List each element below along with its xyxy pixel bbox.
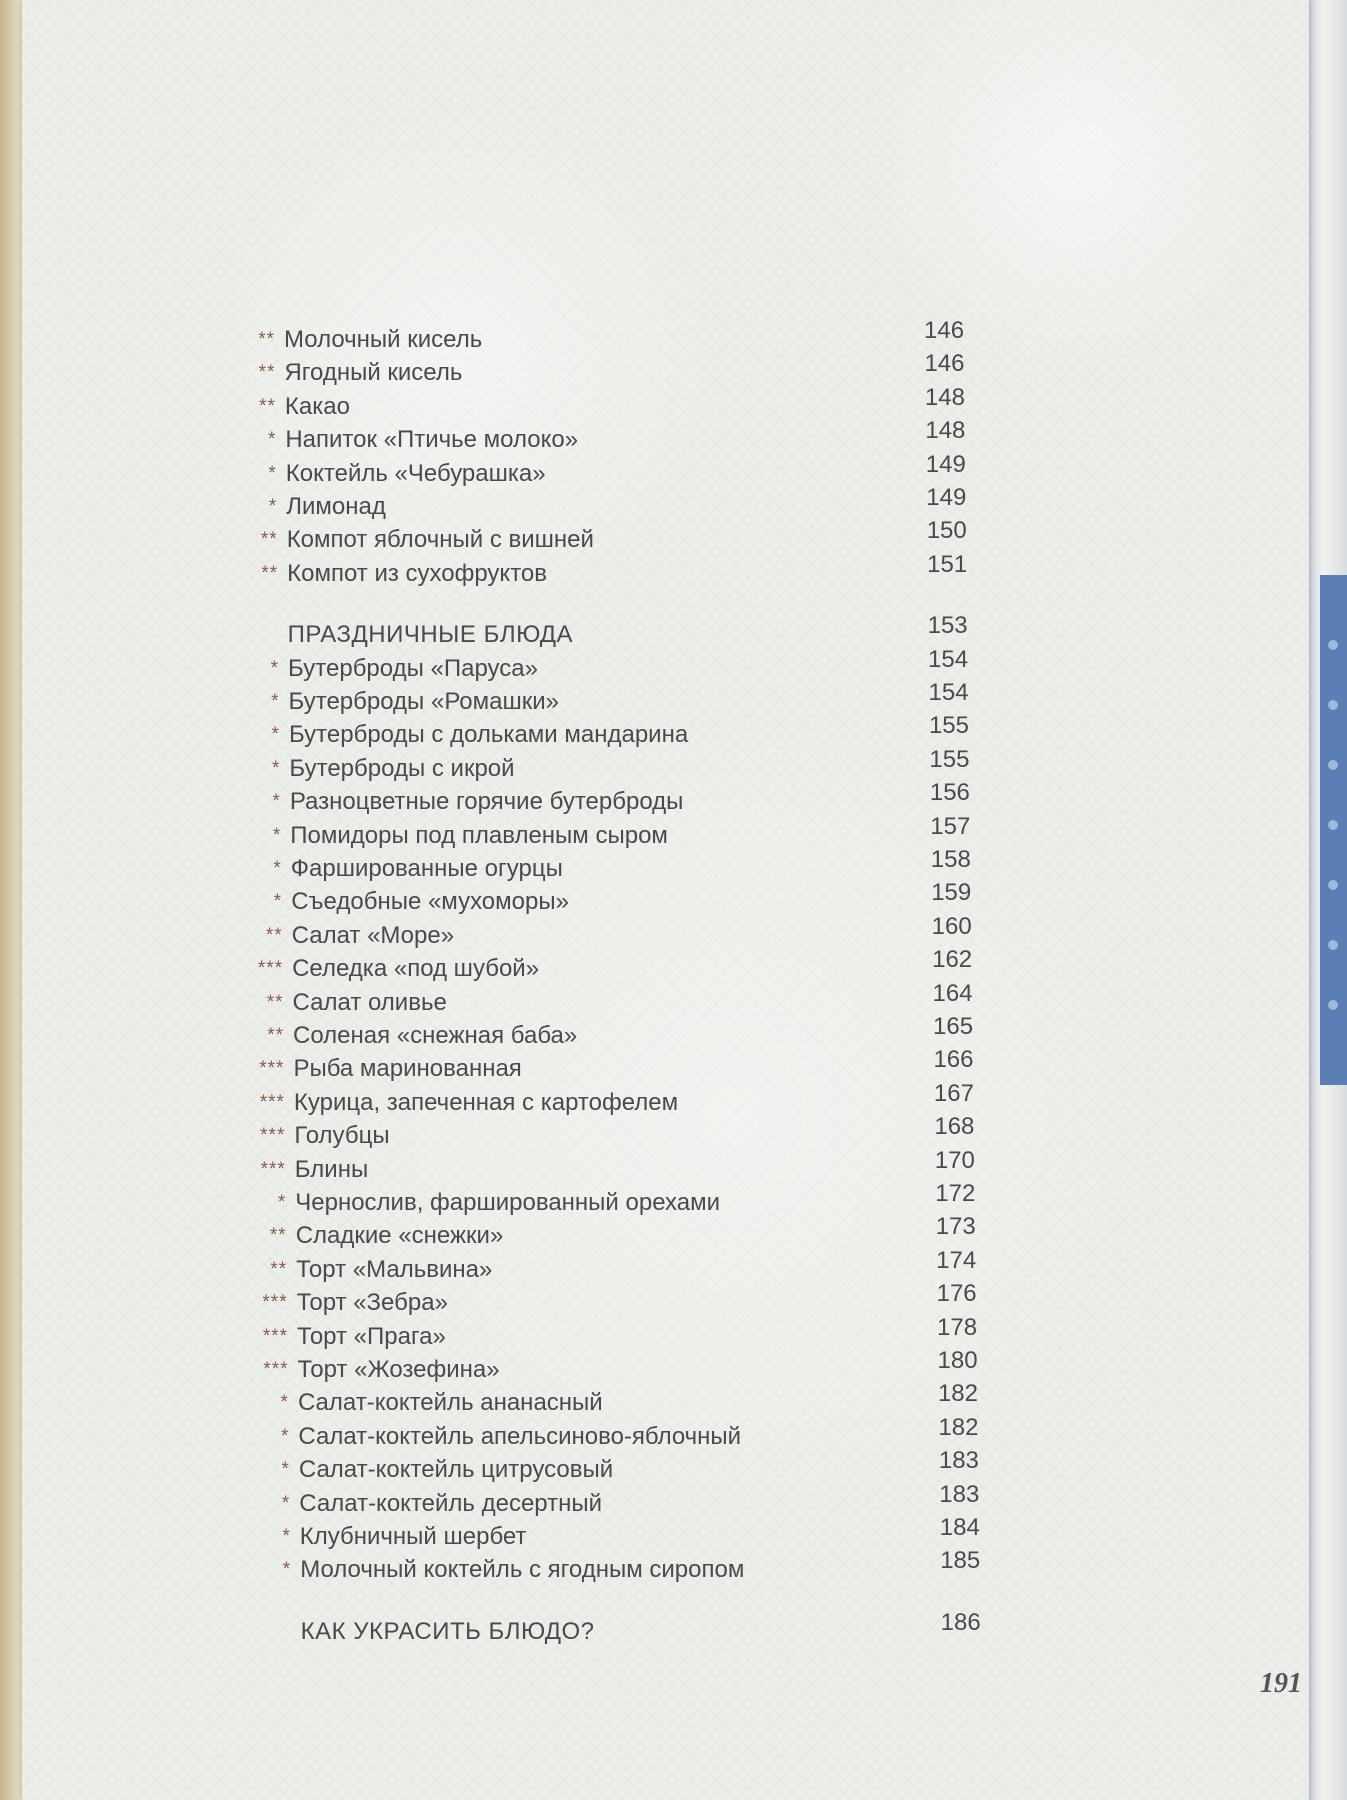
difficulty-stars: *** [263, 1359, 289, 1380]
difficulty-stars: ** [269, 1225, 287, 1247]
toc-page-number: 180 [937, 1347, 978, 1374]
toc-entry[interactable] [22, 779, 1309, 817]
toc-entry[interactable] [22, 1380, 1309, 1418]
toc-entry[interactable] [22, 1146, 1309, 1185]
toc-page-number: 150 [926, 517, 967, 545]
toc-entry-title: Салат-коктейль ананасный [297, 1389, 603, 1417]
toc-entry[interactable] [22, 1113, 1309, 1151]
toc-page-number: 173 [935, 1213, 976, 1241]
toc-entry[interactable] [22, 1347, 1309, 1385]
toc-entry-title: КАК УКРАСИТЬ БЛЮДО? [300, 1617, 595, 1645]
toc-page-number: 158 [930, 846, 971, 873]
toc-entry[interactable] [22, 1213, 1309, 1251]
edge-dot [1328, 940, 1338, 950]
toc-section-heading[interactable] [22, 612, 1309, 650]
difficulty-stars: * [271, 757, 281, 779]
toc-page-number: 183 [939, 1480, 980, 1508]
toc-entry[interactable] [22, 517, 1309, 555]
toc-entry-title: Бутерброды «Паруса» [288, 654, 538, 682]
toc-page-number: 146 [924, 350, 965, 378]
difficulty-stars: * [267, 429, 277, 451]
difficulty-stars: *** [260, 1125, 286, 1147]
difficulty-stars: * [271, 691, 280, 712]
toc-entry[interactable] [22, 879, 1309, 917]
toc-entry[interactable] [22, 484, 1309, 522]
toc-page-number: 165 [933, 1013, 974, 1040]
toc-entry-title: Блины [294, 1155, 369, 1183]
difficulty-stars: * [280, 1425, 290, 1447]
toc-entry[interactable] [22, 745, 1309, 784]
toc-entry-title: Какао [284, 392, 350, 420]
toc-entry-title: Молочный коктейль с ягодным сиропом [300, 1556, 745, 1584]
toc-entry[interactable] [22, 550, 1309, 589]
toc-entry[interactable] [22, 979, 1309, 1018]
edge-dot [1328, 700, 1338, 710]
toc-page-number: 174 [936, 1246, 977, 1274]
toc-entry-title: Салат-коктейль цитрусовый [298, 1456, 614, 1484]
toc-page-number: 162 [932, 946, 973, 974]
toc-page-number: 155 [929, 745, 970, 773]
toc-entry[interactable] [22, 383, 1309, 422]
toc-page-number: 154 [928, 645, 969, 673]
difficulty-stars: * [277, 1192, 287, 1213]
toc-page-number: 164 [932, 979, 973, 1007]
difficulty-stars: *** [260, 1158, 286, 1180]
toc-section-heading[interactable] [22, 1608, 1309, 1647]
difficulty-stars: * [271, 724, 280, 746]
difficulty-stars: ** [260, 529, 278, 551]
toc-entry[interactable] [22, 1514, 1309, 1552]
toc-page-number: 185 [940, 1547, 981, 1575]
edge-dot [1328, 640, 1338, 650]
toc-entry-title: Салат «Море» [291, 921, 455, 949]
toc-page-number: 176 [936, 1280, 977, 1308]
toc-entry-title: Напиток «Птичье молоко» [285, 426, 579, 454]
toc-entry-title: ПРАЗДНИЧНЫЕ БЛЮДА [287, 621, 574, 649]
toc-entry[interactable] [22, 1046, 1309, 1084]
toc-entry[interactable] [22, 450, 1309, 489]
difficulty-stars: ** [265, 924, 283, 946]
toc-page-number: 156 [929, 779, 970, 807]
difficulty-stars: * [282, 1526, 291, 1547]
toc-page-number: 168 [934, 1113, 975, 1141]
toc-entry[interactable] [22, 417, 1309, 455]
difficulty-stars: *** [262, 1292, 288, 1314]
toc-entry-title: Торт «Прага» [297, 1322, 446, 1350]
toc-page-number: 178 [937, 1313, 978, 1341]
toc-entry[interactable] [22, 712, 1309, 750]
toc-entry-title: Торт «Жозефина» [297, 1356, 500, 1383]
difficulty-stars: ** [258, 329, 275, 350]
difficulty-stars: * [282, 1559, 292, 1581]
difficulty-stars: * [272, 791, 281, 813]
toc-entry-title: Бутерброды с дольками мандарина [288, 721, 689, 749]
difficulty-stars: ** [258, 362, 276, 384]
toc-page-number: 184 [939, 1514, 980, 1541]
toc-entry-title: Компот из сухофруктов [287, 559, 548, 587]
difficulty-stars: * [281, 1492, 291, 1514]
difficulty-stars: ** [261, 562, 279, 584]
edge-dot [1328, 880, 1338, 890]
toc-entry-title: Бутерброды с икрой [289, 754, 515, 782]
toc-entry-title: Фаршированные огурцы [290, 855, 563, 882]
page-number: 191 [1260, 1668, 1302, 1699]
toc-page-number: 149 [926, 484, 967, 511]
toc-entry-title: Курица, запеченная с картофелем [293, 1088, 679, 1116]
toc-page-number: 148 [925, 417, 966, 445]
toc-entry[interactable] [22, 645, 1309, 684]
toc-page-number: 186 [940, 1608, 981, 1636]
difficulty-stars: ** [266, 991, 284, 1013]
toc-page-number: 155 [928, 712, 969, 740]
toc-entry-title: Голубцы [294, 1122, 390, 1150]
difficulty-stars: * [281, 1459, 290, 1481]
edge-dot [1328, 820, 1338, 830]
toc-entry-title: Клубничный шербет [299, 1523, 527, 1550]
book-page [22, 0, 1309, 1800]
toc-page-number: 149 [925, 450, 966, 478]
toc-entry[interactable] [22, 1013, 1309, 1051]
difficulty-stars: * [273, 858, 282, 879]
toc-page-number: 167 [933, 1079, 974, 1107]
toc-page-number: 170 [934, 1146, 975, 1174]
difficulty-stars: * [273, 891, 283, 913]
toc-page-number: 172 [935, 1180, 976, 1207]
toc-entry[interactable] [22, 1547, 1309, 1585]
toc-entry-title: Ягодный кисель [284, 359, 463, 387]
toc-entry-title: Коктейль «Чебурашка» [285, 459, 546, 487]
toc-entry[interactable] [22, 1480, 1309, 1519]
toc-entry-title: Молочный кисель [284, 326, 483, 353]
toc-entry-title: Селедка «под шубой» [292, 955, 540, 983]
edge-dot [1328, 1000, 1338, 1010]
toc-page-number: 148 [924, 383, 965, 411]
difficulty-stars: ** [267, 1025, 284, 1046]
toc-entry[interactable] [22, 812, 1309, 851]
toc-entry[interactable] [22, 912, 1309, 951]
toc-page-number: 166 [933, 1046, 974, 1074]
toc-entry-title: Торт «Зебра» [296, 1289, 448, 1317]
toc-entry-title: Соленая «снежная баба» [293, 1022, 578, 1049]
difficulty-stars: * [268, 462, 277, 484]
toc-entry[interactable] [22, 1413, 1309, 1452]
toc-page-number: 146 [924, 317, 965, 344]
edge-dot [1328, 760, 1338, 770]
toc-entry-title: Салат-коктейль десертный [299, 1489, 603, 1517]
toc-entry-title: Салат оливье [292, 988, 447, 1016]
toc-entry[interactable] [22, 1313, 1309, 1352]
toc-page-number: 153 [927, 612, 968, 640]
toc-page-number: 182 [937, 1380, 978, 1408]
difficulty-stars: *** [257, 958, 284, 980]
toc-page-number: 182 [938, 1413, 979, 1441]
difficulty-stars: * [280, 1392, 289, 1414]
table-of-contents [22, 0, 1309, 1800]
toc-entry-title: Компот яблочный с вишней [286, 526, 594, 554]
difficulty-stars: *** [259, 1091, 285, 1113]
toc-entry[interactable] [22, 1246, 1309, 1285]
toc-entry[interactable] [22, 1180, 1309, 1218]
toc-entry[interactable] [22, 1280, 1309, 1318]
toc-page-number: 157 [930, 812, 971, 840]
toc-entry-title: Сладкие «снежки» [295, 1222, 504, 1250]
toc-entry[interactable] [22, 846, 1309, 884]
difficulty-stars: *** [262, 1325, 289, 1347]
toc-entry[interactable] [22, 1447, 1309, 1485]
toc-entry-title: Торт «Мальвина» [296, 1255, 493, 1283]
toc-entry-title: Бутерброды «Ромашки» [288, 688, 559, 715]
toc-entry[interactable] [22, 317, 1309, 355]
difficulty-stars: * [270, 657, 280, 679]
toc-entry[interactable] [22, 946, 1309, 984]
toc-page-number: 159 [931, 879, 972, 907]
toc-entry-title: Чернослив, фаршированный орехами [295, 1189, 720, 1216]
difficulty-stars: * [268, 496, 278, 517]
toc-entry-title: Лимонад [286, 493, 386, 520]
toc-page-number: 151 [927, 550, 968, 578]
difficulty-stars: ** [270, 1258, 288, 1280]
toc-entry[interactable] [22, 1079, 1309, 1118]
difficulty-stars: * [272, 824, 282, 846]
toc-page-number: 154 [928, 679, 969, 706]
toc-entry-title: Съедобные «мухоморы» [291, 888, 569, 916]
toc-page-number: 160 [931, 912, 972, 940]
difficulty-stars: *** [259, 1058, 285, 1080]
difficulty-stars: ** [259, 395, 276, 417]
toc-entry-title: Разноцветные горячие бутерброды [289, 788, 684, 816]
toc-entry[interactable] [22, 679, 1309, 717]
toc-entry-title: Помидоры под плавленым сыром [290, 821, 668, 849]
toc-entry[interactable] [22, 350, 1309, 388]
toc-entry-title: Рыба маринованная [293, 1055, 522, 1083]
book-spine [0, 0, 22, 1800]
toc-entry-title: Салат-коктейль апельсиново-яблочный [298, 1422, 742, 1450]
toc-page-number: 183 [938, 1447, 979, 1475]
